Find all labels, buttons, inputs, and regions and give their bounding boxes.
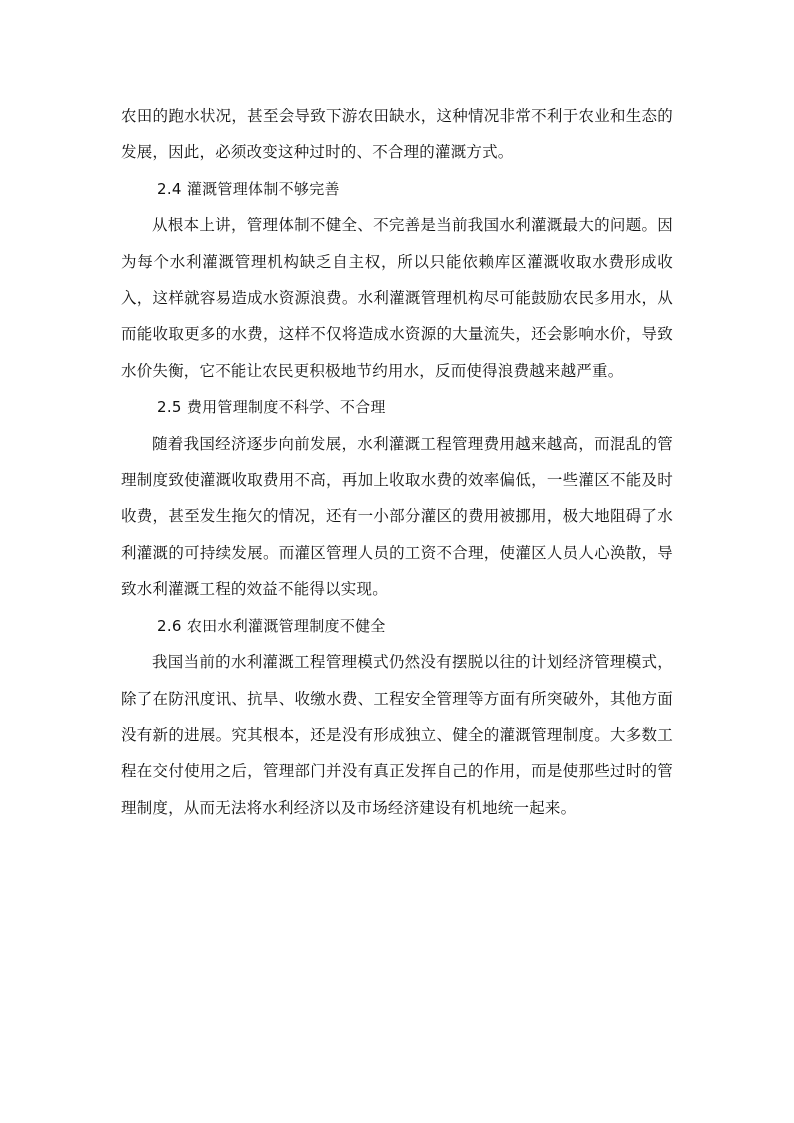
section-heading-2-5: 2.5 费用管理制度不科学、不合理	[157, 398, 386, 417]
document-body	[121, 98, 673, 826]
paragraph-management-system: 从根本上讲，管理体制不健全、不完善是当前我国水利灌溉最大的问题。因为每个水利灌溉管理机构缺乏自主权，所以只能依赖库区灌溉收取水费形成收入，这样就容易造成水资源浪费。水利灌溉管理机构尽可能鼓励农民多用水，从而能收取更多的水费，这样不仅将造成水资源的大量流失，还会影响水价，导致水价失衡，它不能让农民更积极地节约用水，反而使得浪费越来越严重。	[121, 216, 673, 380]
paragraph-irrigation-regulation: 我国当前的水利灌溉工程管理模式仍然没有摆脱以往的计划经济管理模式，除了在防汛度讯、抗旱、收缴水费、工程安全管理等方面有所突破外，其他方面没有新的进展。究其根本，还是没有形成独立、健全的灌溉管理制度。大多数工程在交付使用之后，管理部门并没有真正发挥自己的作用，而是使那些过时的管理制度，从而无法将水利经济以及市场经济建设有机地统一起来。	[121, 653, 673, 817]
section-heading-2-4: 2.4 灌溉管理体制不够完善	[157, 179, 340, 198]
paragraph-fee-management: 随着我国经济逐步向前发展，水利灌溉工程管理费用越来越高，而混乱的管理制度致使灌溉收取费用不高，再加上收取水费的效率偏低，一些灌区不能及时收费，甚至发生拖欠的情况，还有一小部分灌区的费用被挪用，极大地阻碍了水利灌溉的可持续发展。而灌区管理人员的工资不合理，使灌区人员人心涣散，导致水利灌溉工程的效益不能得以实现。	[121, 434, 673, 599]
section-heading-2-6: 2.6 农田水利灌溉管理制度不健全	[157, 616, 386, 635]
paragraph-continued: 农田的跑水状况，甚至会导致下游农田缺水，这种情况非常不利于农业和生态的发展，因此，必须改变这种过时的、不合理的灌溉方式。	[121, 107, 673, 162]
